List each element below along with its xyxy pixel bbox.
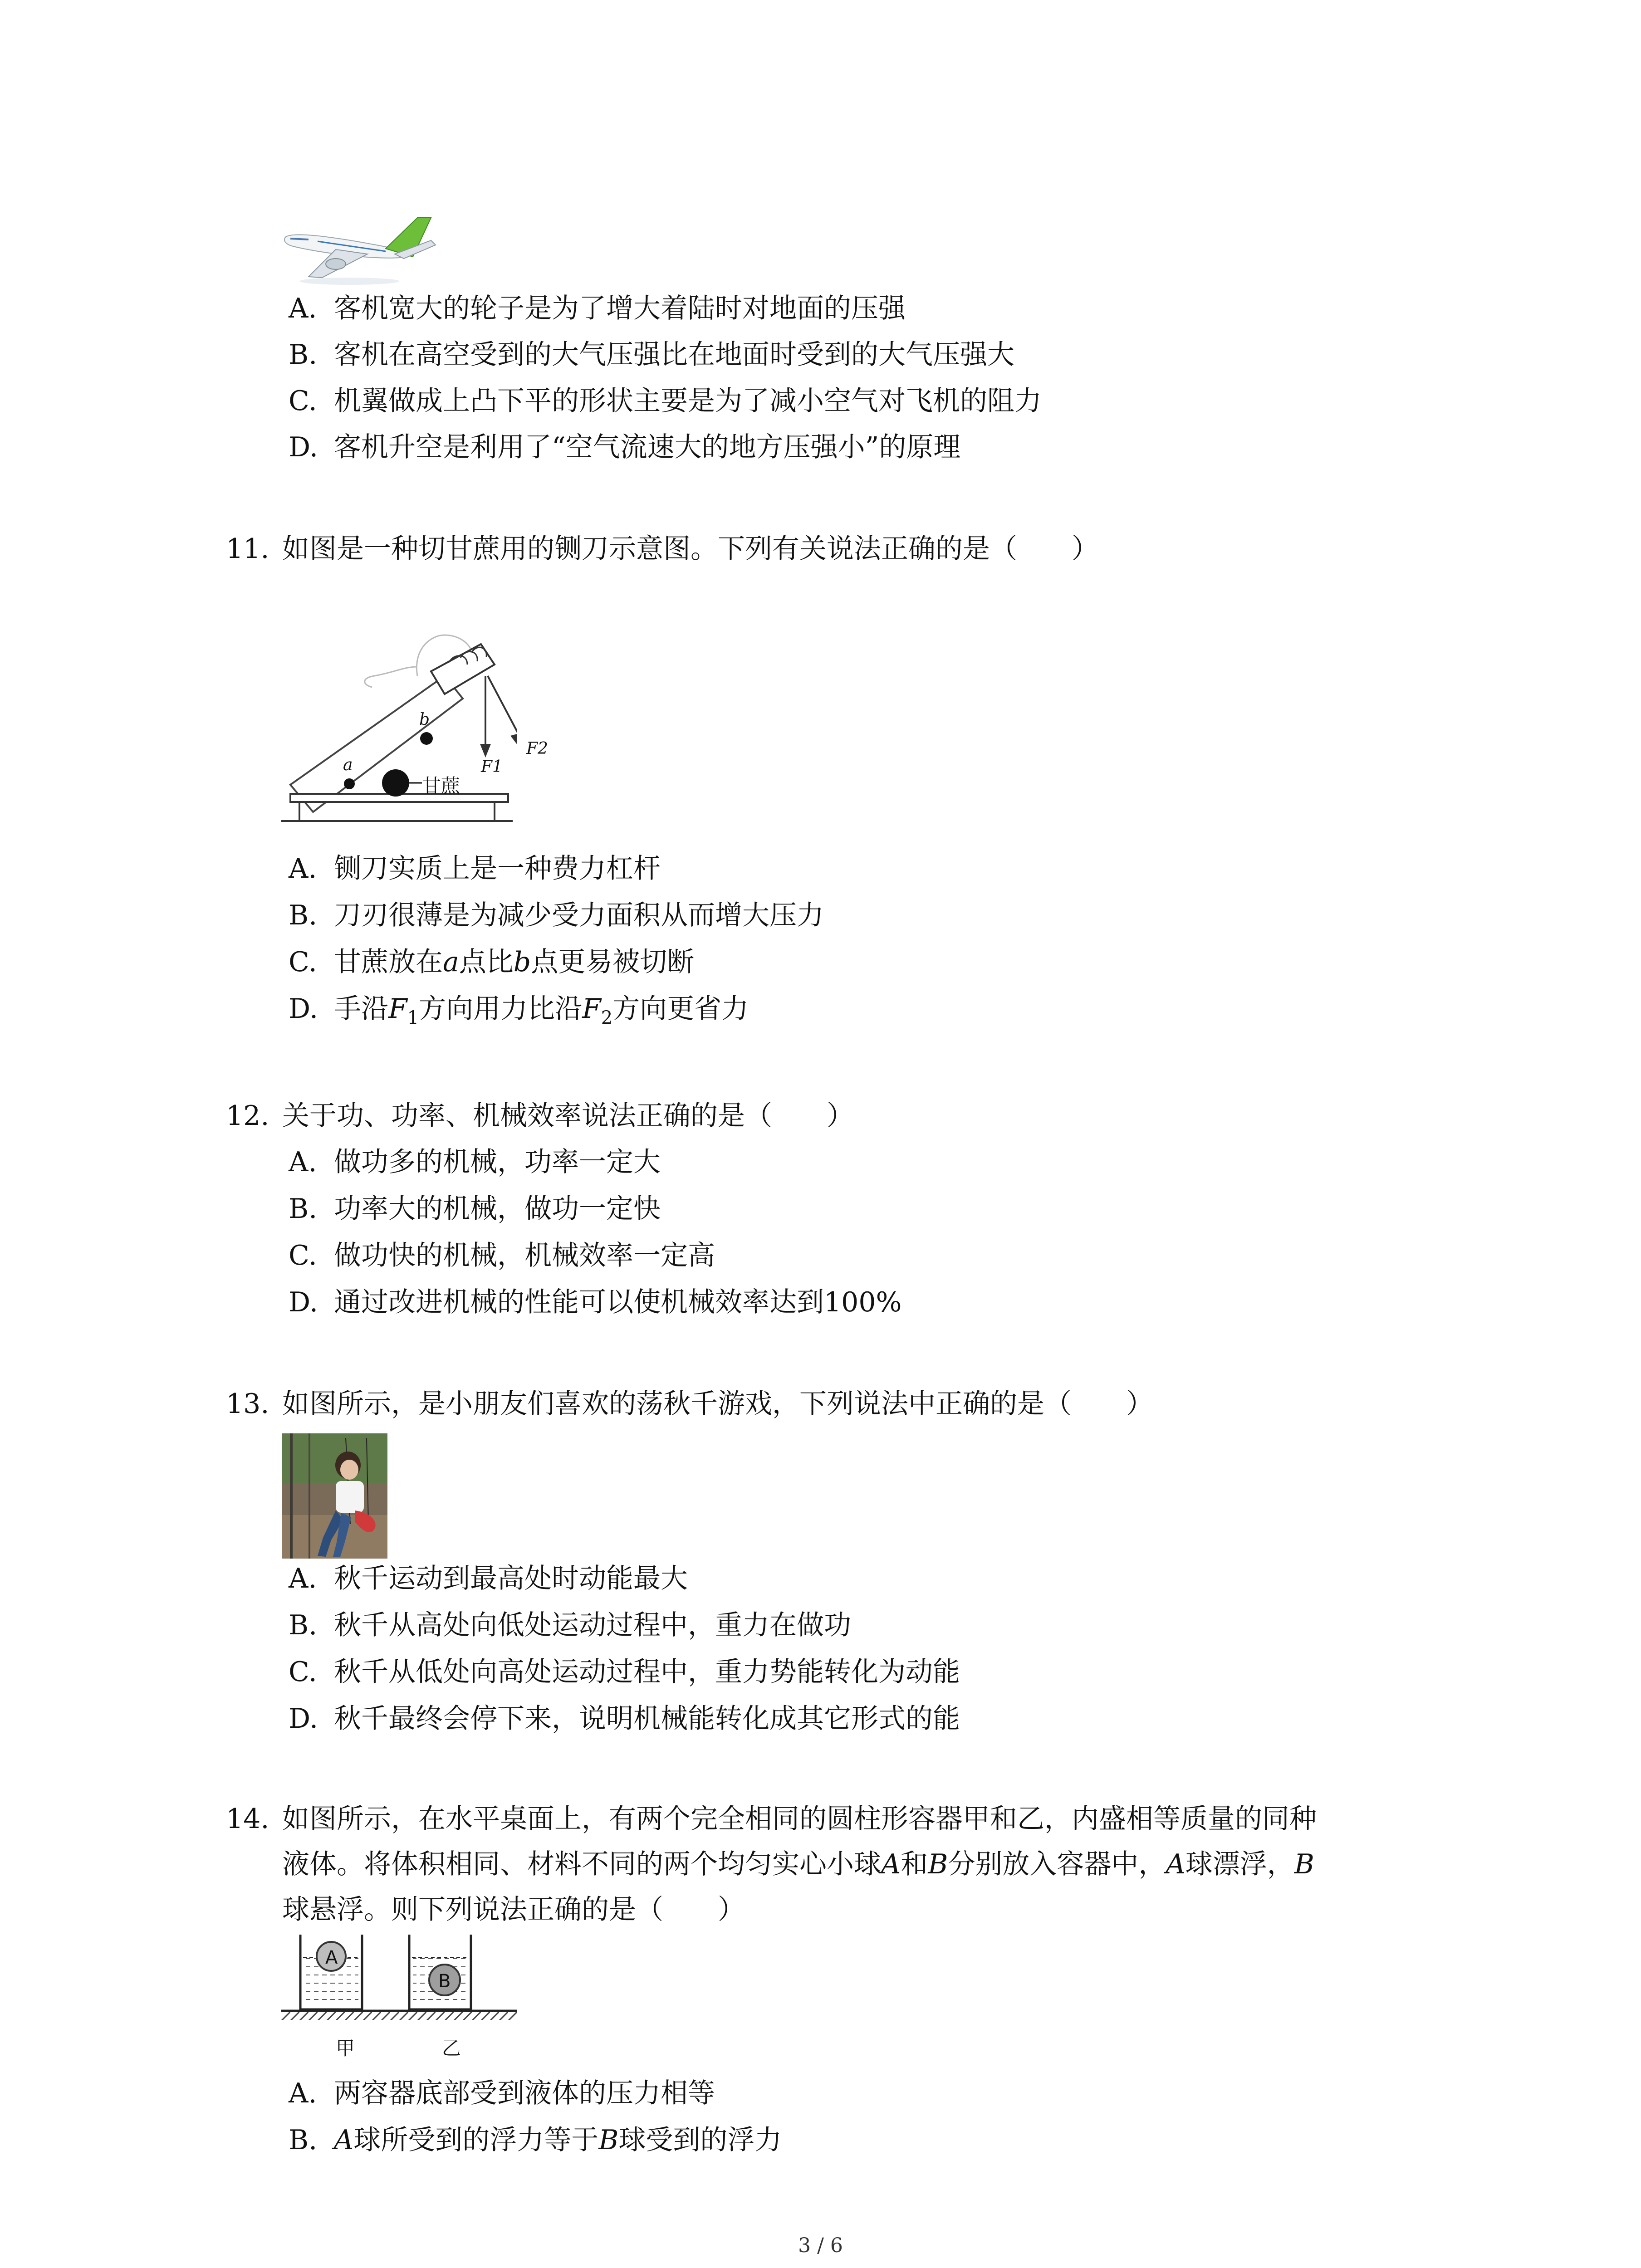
- option-label: A.: [289, 293, 317, 324]
- option-label: D.: [289, 993, 318, 1025]
- option-label: B.: [289, 1193, 318, 1225]
- q12-stem: [226, 1098, 854, 1134]
- q10-option-b: [289, 337, 1014, 373]
- option-text: 刀刃很薄是为减少受力面积从而增大压力: [334, 899, 824, 931]
- option-label: B.: [289, 339, 318, 371]
- option-label: C.: [289, 385, 317, 417]
- ball-b-label: B: [438, 1971, 451, 1992]
- option-text: 秋千运动到最高处时动能最大: [334, 1563, 688, 1594]
- question-text: 如图所示，在水平桌面上，有两个完全相同的圆柱形容器甲和乙，内盛相等质量的同种: [282, 1803, 1317, 1835]
- question-text: 如图所示，是小朋友们喜欢的荡秋千游戏，下列说法中正确的是（ ）: [282, 1388, 1153, 1420]
- math-var-f: F: [388, 993, 407, 1025]
- option-text: 客机宽大的轮子是为了增大着陆时对地面的压强: [334, 293, 906, 324]
- q10-option-c: [289, 383, 1042, 419]
- question-text: 关于功、功率、机械效率说法正确的是（ ）: [282, 1100, 854, 1132]
- q11-option-c: [289, 944, 694, 980]
- question-number: 13.: [226, 1388, 269, 1420]
- option-text: 功率大的机械，做功一定快: [334, 1193, 661, 1225]
- option-text-pre: 手沿: [334, 993, 388, 1025]
- option-label: A.: [289, 2077, 317, 2109]
- force-f2-label: F2: [526, 739, 548, 758]
- math-subscript: 1: [407, 1007, 419, 1028]
- math-var-b: b: [513, 946, 531, 978]
- stem-line-3: [226, 1887, 1317, 1932]
- math-var-b: B: [928, 1848, 948, 1880]
- point-b-label: b: [419, 710, 430, 729]
- q13-option-b: [289, 1607, 851, 1643]
- option-text: 秋千从高处向低处运动过程中，重力在做功: [334, 1609, 851, 1641]
- stem-text: 球漂浮，: [1185, 1848, 1294, 1880]
- container-1-label: 甲: [336, 2037, 355, 2059]
- q11-option-d: [289, 991, 749, 1036]
- option-text-pre: 甘蔗放在: [334, 946, 443, 978]
- q10-option-a: [289, 290, 906, 327]
- stem-text: 和: [901, 1848, 928, 1880]
- question-text: 如图是一种切甘蔗用的铡刀示意图。下列有关说法正确的是（ ）: [282, 533, 1099, 565]
- stem-line-1: [226, 1796, 1317, 1842]
- q13-stem: [226, 1386, 1153, 1422]
- sugarcane-label: 甘蔗: [422, 775, 460, 797]
- ball-a-label: A: [325, 1947, 338, 1968]
- container-2-label: 乙: [442, 2037, 461, 2059]
- q13-option-a: [289, 1560, 688, 1597]
- option-text-post: 球受到的浮力: [618, 2124, 782, 2156]
- stem-line-2: [226, 1842, 1317, 1887]
- chopper-diagram: [281, 621, 548, 848]
- q12-option-c: [289, 1237, 715, 1274]
- q12-option-b: [289, 1191, 661, 1227]
- q12-option-a: [289, 1144, 661, 1180]
- option-label: C.: [289, 946, 317, 978]
- q11-option-a: [289, 850, 661, 887]
- stem-text: 分别放入容器中，: [948, 1848, 1166, 1880]
- q11-stem: [226, 531, 1099, 567]
- option-text: 通过改进机械的性能可以使机械效率达到100%: [334, 1286, 902, 1318]
- force-f1-label: F1: [481, 758, 503, 776]
- option-label: B.: [289, 1609, 318, 1641]
- q14-option-b: [289, 2122, 782, 2158]
- option-text: 做功多的机械，功率一定大: [334, 1146, 661, 1178]
- math-var-a: A: [881, 1848, 901, 1880]
- option-text-post: 方向更省力: [612, 993, 749, 1025]
- q12-option-d: [289, 1284, 902, 1320]
- option-label: D.: [289, 1286, 318, 1318]
- math-subscript: 2: [601, 1007, 613, 1028]
- question-number: 14.: [226, 1803, 269, 1835]
- math-var-a: A: [334, 2124, 354, 2156]
- q14-stem: [226, 1796, 1317, 1932]
- containers-diagram: [281, 1930, 517, 2066]
- q11-option-b: [289, 897, 824, 934]
- math-var-f: F: [582, 993, 601, 1025]
- option-text: 机翼做成上凸下平的形状主要是为了减小空气对飞机的阻力: [334, 385, 1042, 417]
- option-label: A.: [289, 853, 317, 885]
- stem-text: 液体。将体积相同、材料不同的两个均匀实心小球: [282, 1848, 881, 1880]
- option-text: 秋千从低处向高处运动过程中，重力势能转化为动能: [334, 1656, 960, 1688]
- airplane-image: [281, 213, 445, 290]
- stem-text: 球悬浮。则下列说法正确的是（ ）: [282, 1894, 745, 1926]
- option-text: 秋千最终会停下来，说明机械能转化成其它形式的能: [334, 1703, 960, 1735]
- option-label: B.: [289, 899, 318, 931]
- option-label: C.: [289, 1240, 317, 1271]
- math-var-a: a: [443, 946, 459, 978]
- option-text: 铡刀实质上是一种费力杠杆: [334, 853, 661, 885]
- option-text-post: 点更易被切断: [531, 946, 695, 978]
- option-text: 两容器底部受到液体的压力相等: [334, 2077, 715, 2109]
- option-label: C.: [289, 1656, 317, 1688]
- option-text-mid: 球所受到的浮力等于: [353, 2124, 599, 2156]
- point-a-label: a: [343, 756, 353, 774]
- q10-option-d: [289, 429, 960, 465]
- option-text: 客机升空是利用了“空气流速大的地方压强小”的原理: [334, 431, 961, 463]
- page-number: 3 / 6: [798, 2234, 843, 2257]
- option-label: A.: [289, 1146, 317, 1178]
- q14-option-a: [289, 2075, 715, 2112]
- option-text-mid: 点比: [459, 946, 514, 978]
- q13-option-c: [289, 1654, 960, 1690]
- option-label: D.: [289, 1703, 318, 1735]
- math-var-a: A: [1166, 1848, 1185, 1880]
- option-label: D.: [289, 431, 318, 463]
- option-text: 客机在高空受到的大气压强比在地面时受到的大气压强大: [334, 339, 1014, 371]
- math-var-b: B: [1294, 1848, 1314, 1880]
- option-label: A.: [289, 1563, 317, 1594]
- option-label: B.: [289, 2124, 318, 2156]
- math-var-b: B: [598, 2124, 619, 2156]
- q13-option-d: [289, 1701, 960, 1737]
- option-text: 做功快的机械，机械效率一定高: [334, 1240, 715, 1271]
- swing-photo: [282, 1433, 387, 1559]
- option-text-mid: 方向用力比沿: [419, 993, 583, 1025]
- question-number: 12.: [226, 1100, 269, 1132]
- question-number: 11.: [226, 533, 269, 565]
